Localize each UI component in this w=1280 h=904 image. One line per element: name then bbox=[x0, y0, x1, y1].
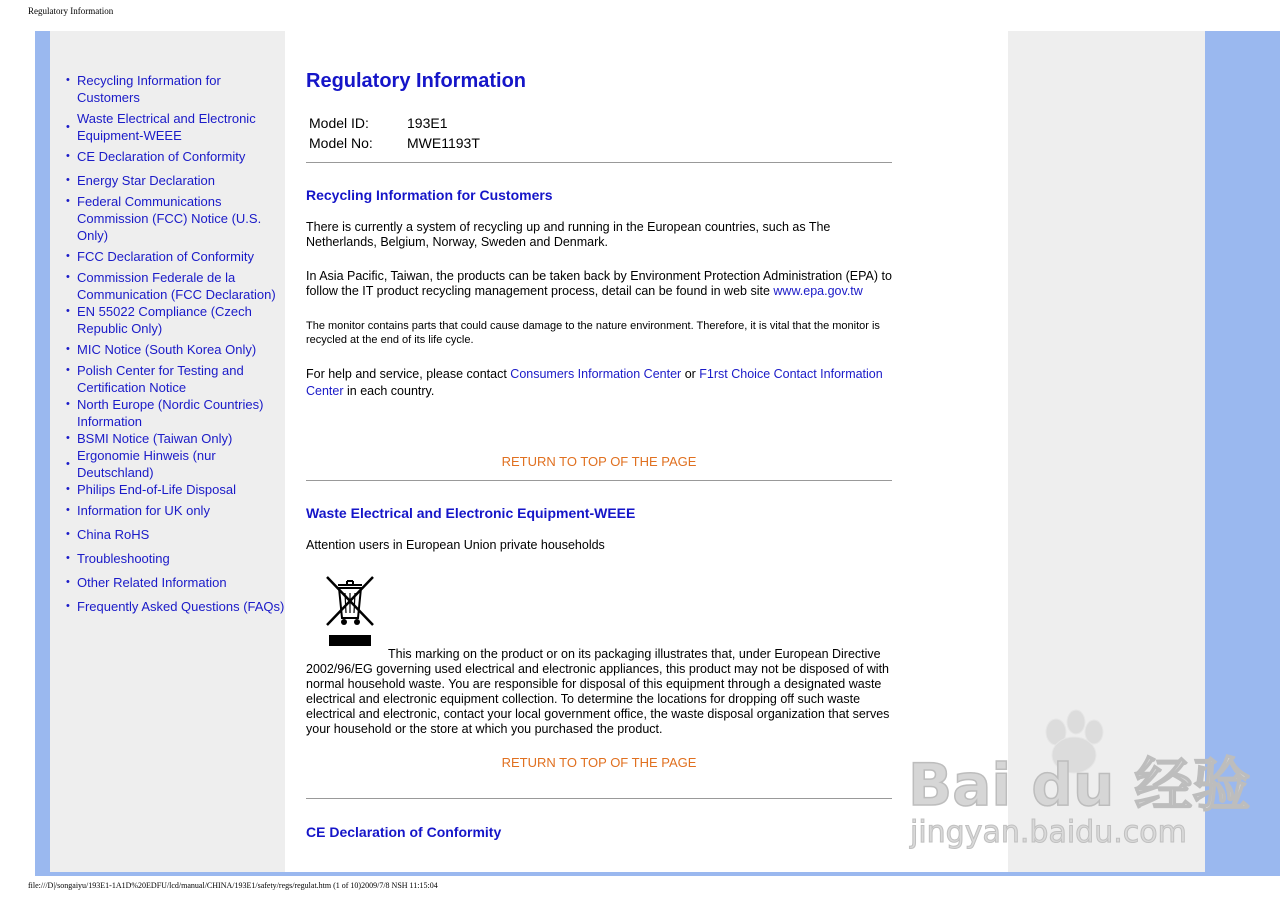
table-row bbox=[309, 113, 480, 133]
right-blue-band bbox=[1205, 31, 1280, 876]
sidebar-nav bbox=[60, 72, 285, 615]
nav-link-china-rohs[interactable]: China RoHS bbox=[77, 527, 150, 542]
nav-link-commission-federale[interactable]: Commission Federale de la Communication (FCC Declaration) bbox=[77, 270, 276, 302]
model-id-label: Model ID: bbox=[309, 115, 369, 131]
bullet-icon: • bbox=[66, 343, 70, 355]
nav-item bbox=[60, 550, 285, 567]
divider bbox=[306, 798, 892, 799]
bullet-icon: • bbox=[66, 552, 70, 564]
nav-item bbox=[60, 526, 285, 543]
right-gray-panel bbox=[1008, 31, 1205, 872]
nav-item bbox=[60, 341, 285, 358]
bullet-icon: • bbox=[66, 458, 70, 470]
nav-item bbox=[60, 248, 285, 265]
bullet-icon: • bbox=[66, 528, 70, 540]
bullet-icon: • bbox=[66, 250, 70, 262]
bullet-icon: • bbox=[66, 174, 70, 186]
nav-link-end-of-life[interactable]: Philips End-of-Life Disposal bbox=[77, 482, 236, 497]
nav-link-weee[interactable]: Waste Electrical and Electronic Equipment-WEEE bbox=[77, 111, 256, 143]
nav-link-other-info[interactable]: Other Related Information bbox=[77, 575, 227, 590]
help-text-post: in each country. bbox=[347, 384, 435, 398]
bullet-icon: • bbox=[66, 150, 70, 162]
browser-print-footer: file:///D|/songaiyu/193E1-1A1D%20EDFU/lcd/manual/CHINA/193E1/safety/regs/regulat.htm (1 of 10)2009/7/8 NSH 11:15:04 bbox=[28, 881, 438, 890]
consumers-info-center-link[interactable]: Consumers Information Center bbox=[510, 367, 682, 381]
bullet-icon: • bbox=[66, 305, 70, 317]
bullet-icon: • bbox=[66, 271, 70, 283]
nav-link-mic[interactable]: MIC Notice (South Korea Only) bbox=[77, 342, 257, 357]
weee-icon-wrap bbox=[306, 573, 892, 647]
nav-link-ce[interactable]: CE Declaration of Conformity bbox=[77, 149, 246, 164]
return-to-top-link[interactable]: RETURN TO TOP OF THE PAGE bbox=[501, 755, 697, 770]
nav-item bbox=[60, 362, 285, 396]
page-title: Regulatory Information bbox=[306, 70, 527, 92]
bullet-icon: • bbox=[66, 398, 70, 410]
nav-item bbox=[60, 269, 285, 303]
section-heading-weee: Waste Electrical and Electronic Equipment-WEEE bbox=[306, 505, 636, 521]
model-table bbox=[309, 113, 480, 153]
bullet-icon: • bbox=[66, 195, 70, 207]
nav-link-recycling[interactable]: Recycling Information for Customers bbox=[77, 73, 221, 105]
watermark-brand: Bai du 经验 bbox=[908, 751, 1251, 819]
recycling-paragraph-4 bbox=[306, 366, 892, 400]
recycling-paragraph-2 bbox=[306, 269, 892, 299]
recycling-paragraph-2-text: In Asia Pacific, Taiwan, the products can be taken back by Environment Protection Administration (EPA) to follow the IT product recycling management process, detail can be found in web site bbox=[306, 269, 892, 298]
nav-link-bsmi[interactable]: BSMI Notice (Taiwan Only) bbox=[77, 431, 233, 446]
nav-link-faqs[interactable]: Frequently Asked Questions (FAQs) bbox=[77, 599, 285, 614]
recycling-paragraph-3: The monitor contains parts that could cause damage to the nature environment. Therefore, it is vital that the monitor is recycled at the end of its life cycle. bbox=[306, 320, 880, 346]
model-no-value: MWE1193T bbox=[407, 135, 480, 151]
nav-link-fcc-notice[interactable]: Federal Communications Commission (FCC) Notice (U.S. Only) bbox=[77, 194, 262, 243]
bullet-icon: • bbox=[66, 504, 70, 516]
recycling-paragraph-1: There is currently a system of recycling up and running in the European countries, such as The Netherlands, Belgium, Norway, Sweden and Denmark. bbox=[306, 220, 831, 249]
watermark-url: jingyan.baidu.com bbox=[910, 815, 1187, 850]
bullet-icon: • bbox=[66, 483, 70, 495]
model-no-label: Model No: bbox=[309, 135, 373, 151]
nav-item bbox=[60, 396, 285, 430]
divider bbox=[306, 480, 892, 481]
nav-item bbox=[60, 481, 285, 498]
nav-item bbox=[60, 598, 285, 615]
bullet-icon: • bbox=[66, 432, 70, 444]
weee-body: This marking on the product or on its packaging illustrates that, under European Directive 2002/96/EG governing used electrical and electronic appliances, this product may not be disposed of with normal household waste. You are responsible for disposal of this equipment through a designated waste electrical and electronic equipment collection. To determine the locations for dropping off such waste electrical and electronic, contact your local government office, the waste disposal organization that serves your household or the store at which you purchased the product. bbox=[306, 647, 890, 736]
main-content bbox=[306, 68, 892, 841]
nav-link-energy-star[interactable]: Energy Star Declaration bbox=[77, 173, 216, 188]
nav-link-nordic[interactable]: North Europe (Nordic Countries) Information bbox=[77, 397, 264, 429]
divider bbox=[306, 162, 892, 163]
help-text-mid: or bbox=[684, 367, 696, 381]
first-choice-contact-link[interactable]: F1rst Choice Contact Information Center bbox=[306, 367, 883, 398]
nav-item bbox=[60, 574, 285, 591]
bullet-icon: • bbox=[66, 600, 70, 612]
bullet-icon: • bbox=[66, 364, 70, 376]
left-blue-band bbox=[35, 31, 50, 876]
nav-item bbox=[60, 148, 285, 165]
help-text-pre: For help and service, please contact bbox=[306, 367, 507, 381]
model-id-value: 193E1 bbox=[407, 115, 448, 131]
nav-link-fcc-declaration[interactable]: FCC Declaration of Conformity bbox=[77, 249, 254, 264]
nav-item bbox=[60, 502, 285, 519]
bullet-icon: • bbox=[66, 121, 70, 133]
bullet-icon: • bbox=[66, 74, 70, 86]
nav-item bbox=[60, 303, 285, 337]
crossed-out-wheelie-bin-icon bbox=[323, 573, 377, 647]
section-heading-ce: CE Declaration of Conformity bbox=[306, 824, 502, 840]
nav-item bbox=[60, 172, 285, 189]
section-heading-recycling: Recycling Information for Customers bbox=[306, 187, 553, 203]
weee-attention: Attention users in European Union private households bbox=[306, 538, 605, 552]
nav-link-polish[interactable]: Polish Center for Testing and Certification Notice bbox=[77, 363, 244, 395]
bottom-blue-strip bbox=[35, 872, 1280, 876]
nav-item bbox=[60, 447, 285, 481]
nav-item bbox=[60, 430, 285, 447]
nav-item bbox=[60, 110, 285, 144]
nav-link-en55022[interactable]: EN 55022 Compliance (Czech Republic Only) bbox=[77, 304, 252, 336]
nav-link-uk[interactable]: Information for UK only bbox=[77, 503, 210, 518]
epa-website-link[interactable]: www.epa.gov.tw bbox=[773, 284, 863, 298]
nav-item bbox=[60, 193, 285, 244]
bullet-icon: • bbox=[66, 576, 70, 588]
nav-link-ergonomie[interactable]: Ergonomie Hinweis (nur Deutschland) bbox=[77, 448, 216, 480]
return-to-top-link[interactable]: RETURN TO TOP OF THE PAGE bbox=[501, 454, 697, 469]
table-row bbox=[309, 133, 480, 153]
browser-print-header: Regulatory Information bbox=[28, 6, 114, 16]
nav-link-troubleshooting[interactable]: Troubleshooting bbox=[77, 551, 170, 566]
nav-item bbox=[60, 72, 285, 106]
